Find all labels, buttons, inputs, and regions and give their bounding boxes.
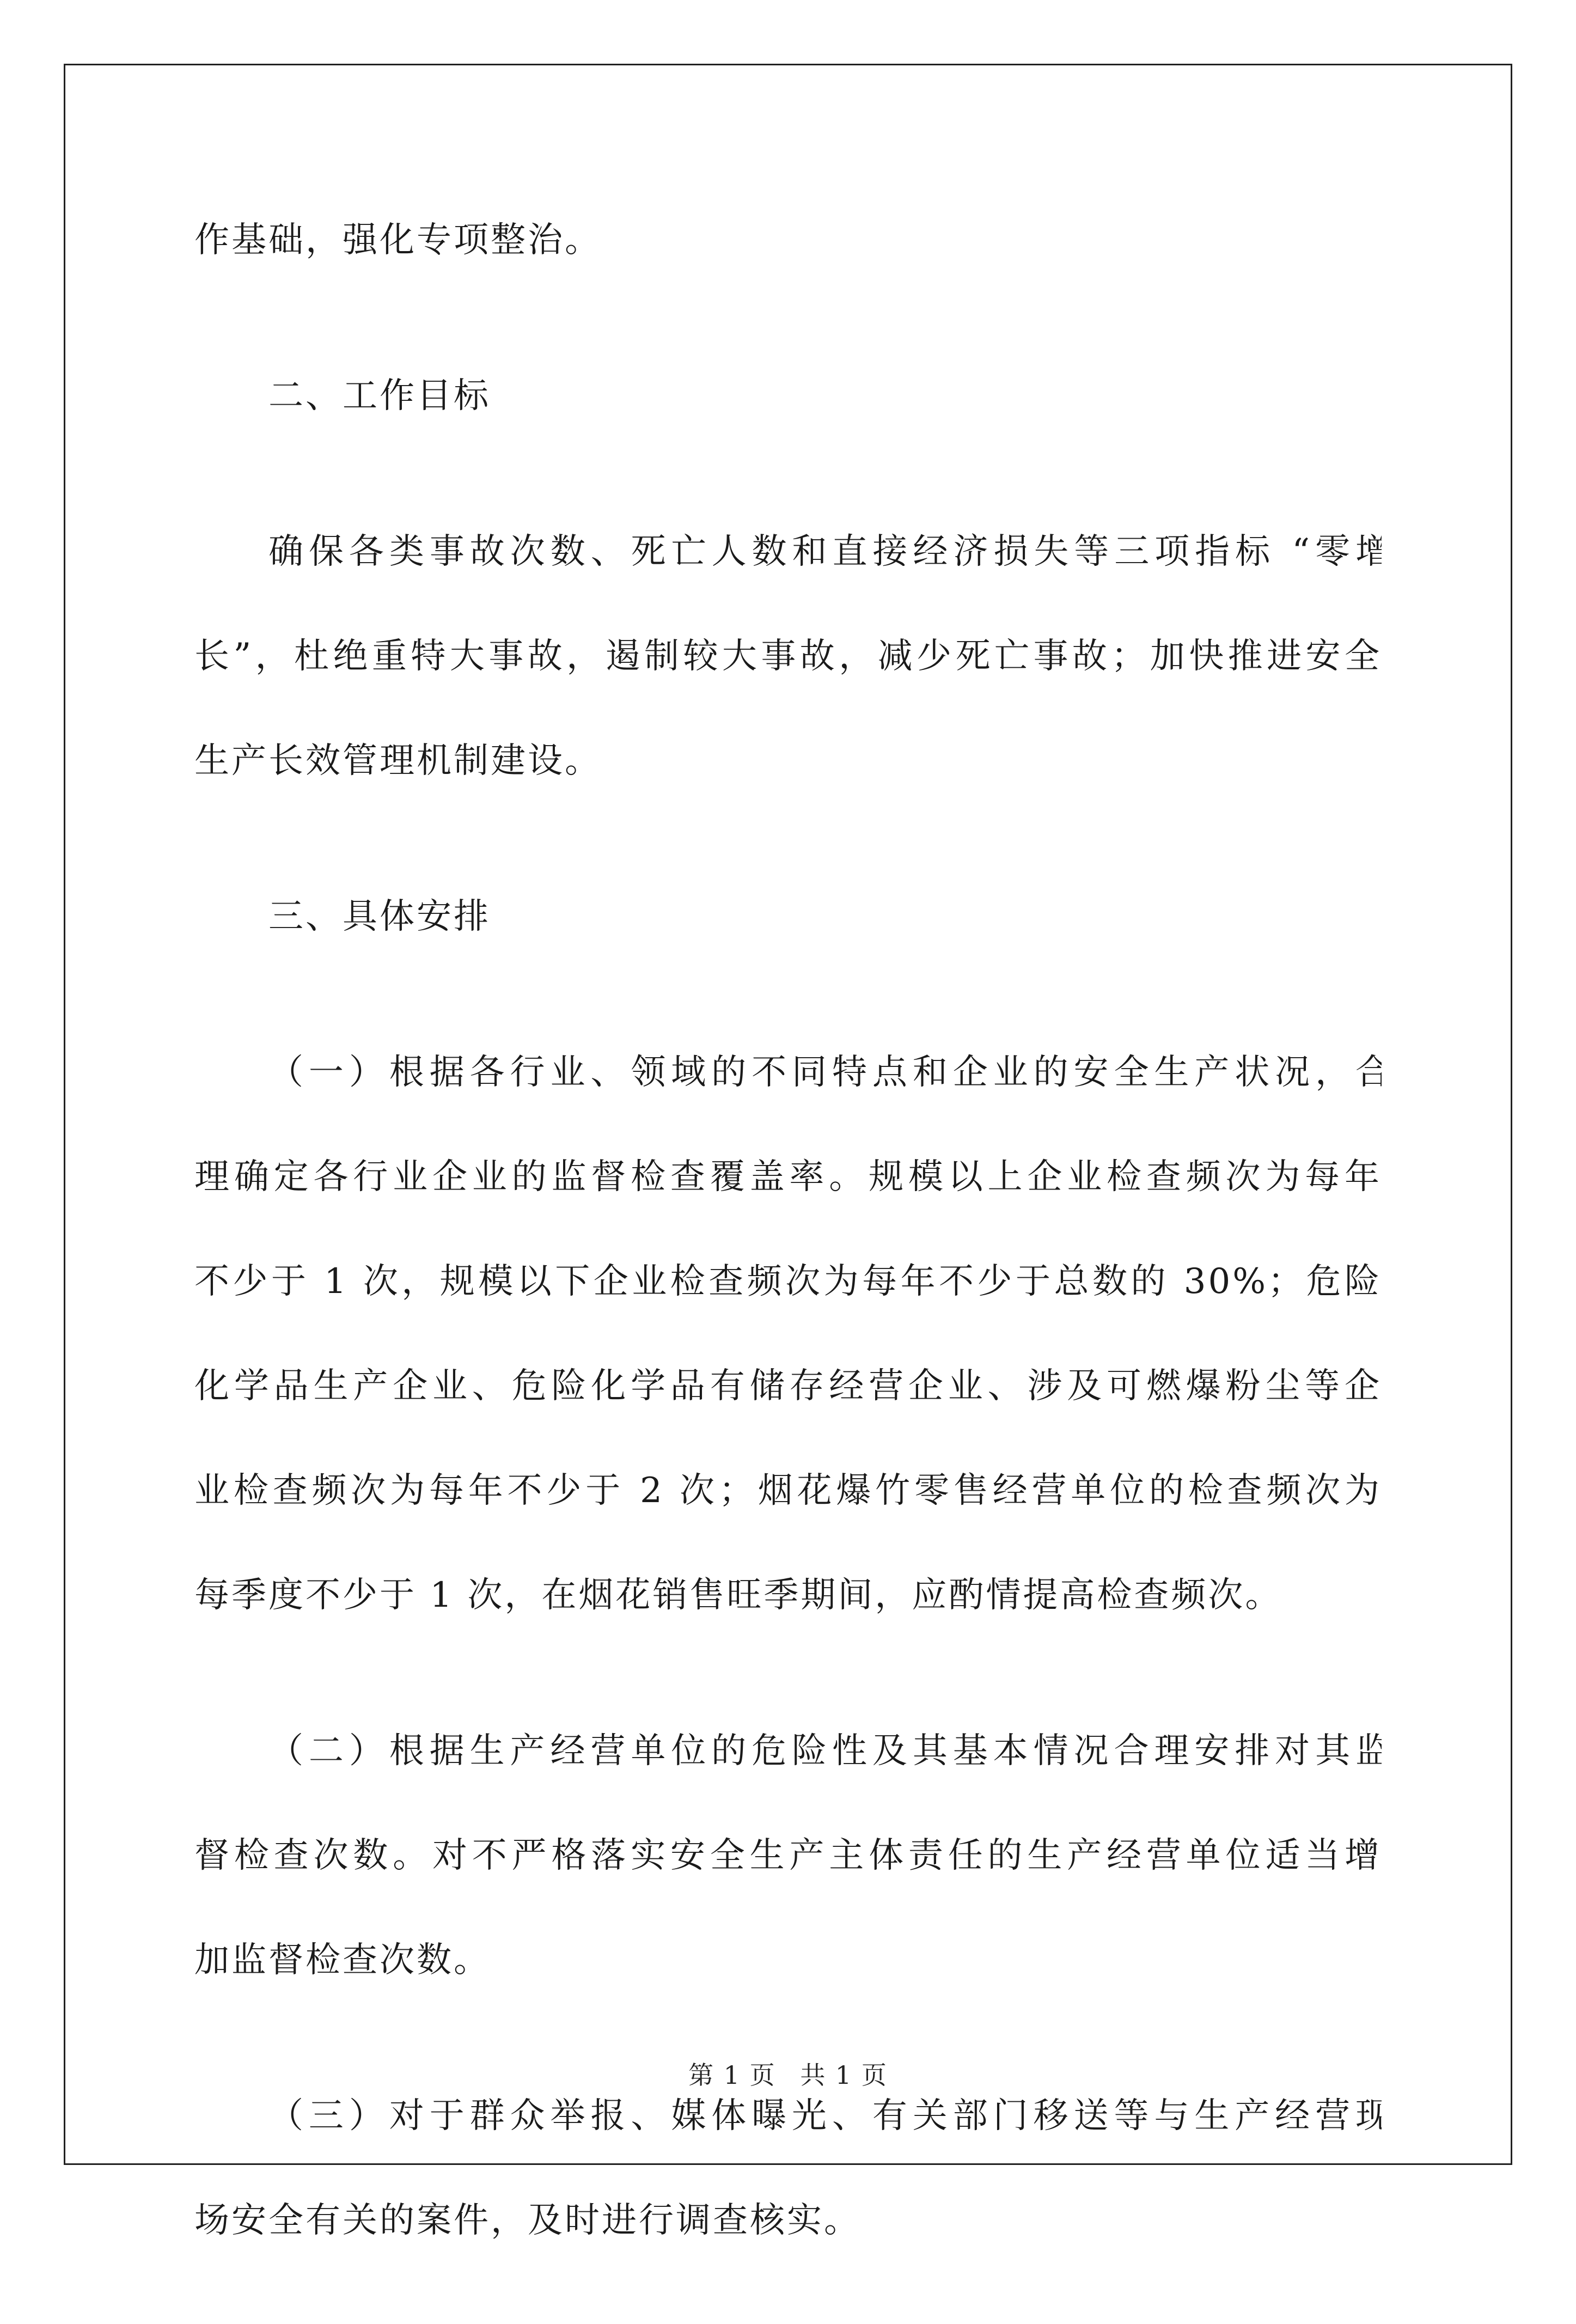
paragraph-line: 加监督检查次数。 bbox=[194, 1940, 491, 1980]
paragraph-line: 确保各类事故次数、死亡人数和直接经济损失等三项指标 “零增 bbox=[268, 532, 1382, 572]
paragraph-line: 不少于 1 次，规模以下企业检查频次为每年不少于总数的 30%；危险 bbox=[194, 1261, 1382, 1302]
paragraph bbox=[194, 499, 1382, 813]
page-total: 共 1 页 bbox=[800, 2060, 888, 2090]
paragraph-line: 督检查次数。对不严格落实安全生产主体责任的生产经营单位适当增 bbox=[194, 1835, 1382, 1876]
paragraph bbox=[194, 1020, 1382, 1648]
paragraph-line: （三）对于群众举报、媒体曝光、有关部门移送等与生产经营现 bbox=[268, 2096, 1382, 2136]
paragraph bbox=[194, 188, 1382, 292]
paragraph bbox=[194, 344, 1382, 448]
paragraph-line: 化学品生产企业、危险化学品有储存经营企业、涉及可燃爆粉尘等企 bbox=[194, 1366, 1382, 1406]
paragraph-line: 理确定各行业企业的监督检查覆盖率。规模以上企业检查频次为每年 bbox=[194, 1157, 1382, 1197]
page-number: 第 1 页 bbox=[688, 2060, 776, 2090]
document-body bbox=[194, 188, 1382, 2324]
paragraph bbox=[194, 2064, 1382, 2273]
paragraph bbox=[194, 864, 1382, 969]
paragraph-line: 作基础，强化专项整治。 bbox=[194, 220, 602, 260]
paragraph-line: 场安全有关的案件，及时进行调查核实。 bbox=[194, 2200, 861, 2241]
paragraph-line: 长”，杜绝重特大事故，遏制较大事故，减少死亡事故；加快推进安全 bbox=[194, 636, 1382, 676]
paragraph-line: （二）根据生产经营单位的危险性及其基本情况合理安排对其监 bbox=[268, 1731, 1382, 1771]
paragraph-line: 业检查频次为每年不少于 2 次；烟花爆竹零售经营单位的检查频次为 bbox=[194, 1471, 1382, 1511]
paragraph-line: 每季度不少于 1 次，在烟花销售旺季期间，应酌情提高检查频次。 bbox=[194, 1575, 1282, 1615]
paragraph bbox=[194, 1699, 1382, 2012]
page-footer bbox=[0, 2059, 1576, 2091]
paragraph-line: （一）根据各行业、领域的不同特点和企业的安全生产状况，合 bbox=[268, 1052, 1382, 1093]
paragraph-line: 二、工作目标 bbox=[268, 376, 491, 416]
paragraph-line: 生产长效管理机制建设。 bbox=[194, 741, 602, 781]
paragraph-line: 三、具体安排 bbox=[268, 896, 491, 937]
